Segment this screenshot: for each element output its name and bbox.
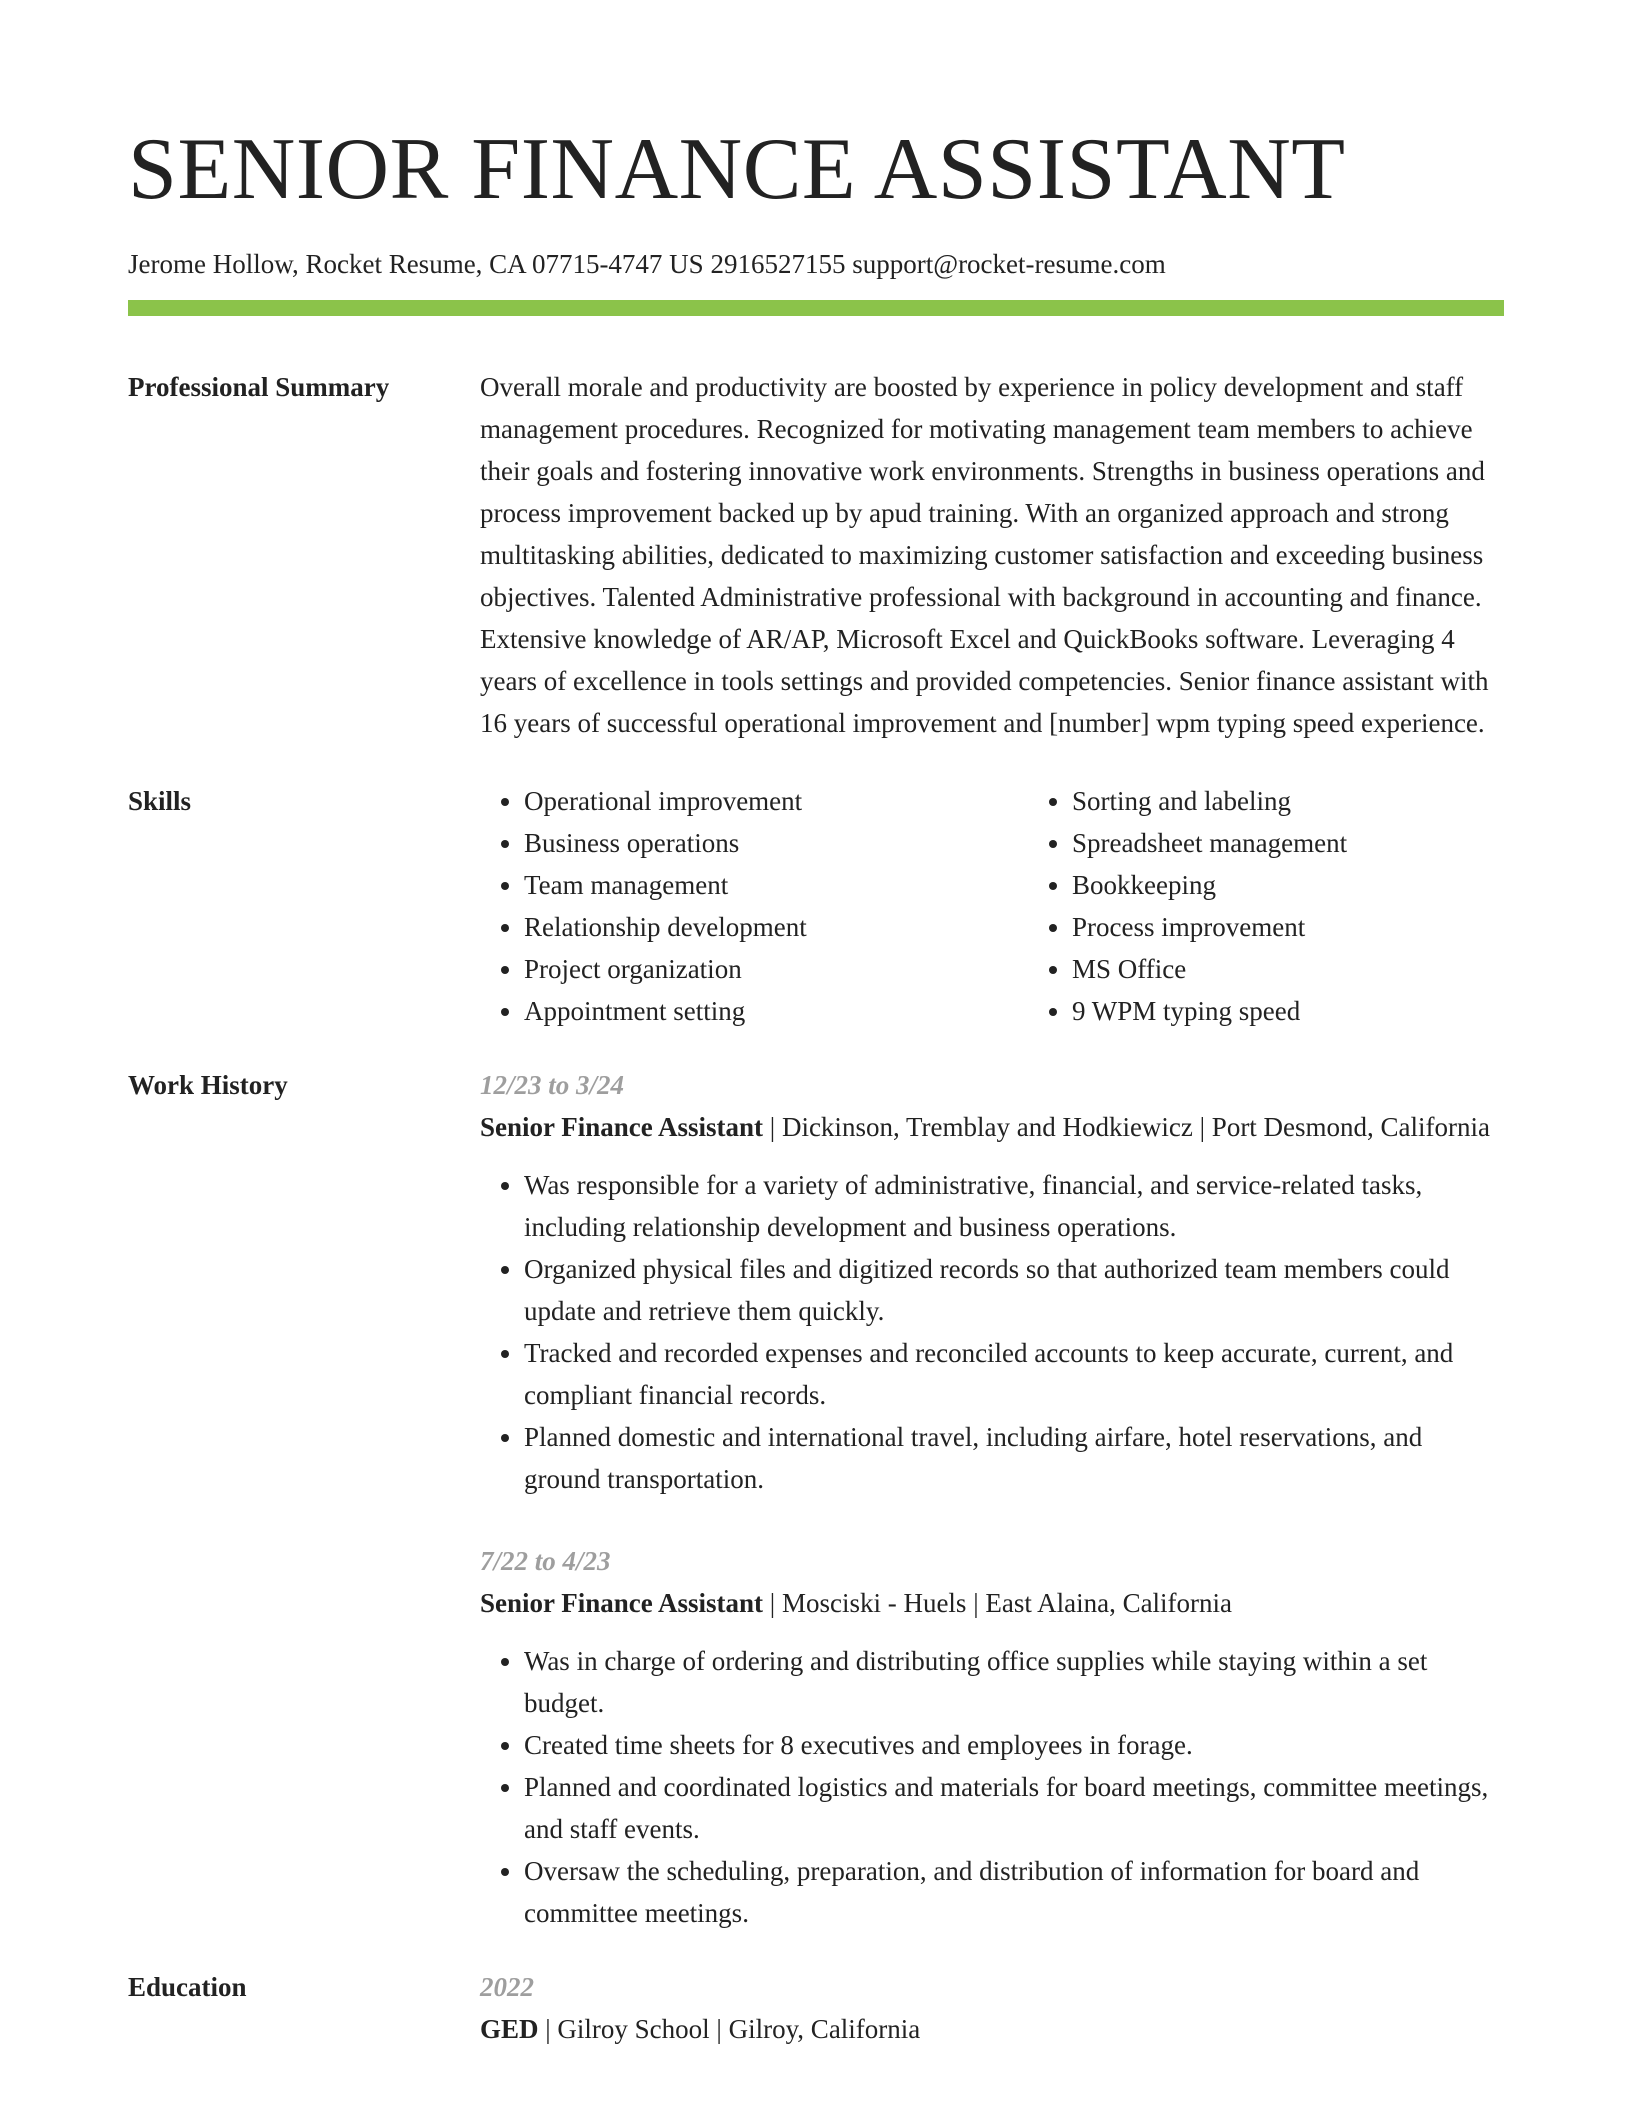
skill-item: • 9 WPM typing speed	[1072, 990, 1576, 1032]
page-title: SENIOR FINANCE ASSISTANT	[128, 121, 1346, 218]
work-history-section	[128, 1064, 1504, 1934]
job-entry	[480, 1064, 1504, 1500]
contact-line: Jerome Hollow, Rocket Resume, CA 07715-4747 US 2916527155 support@rocket-resume.com	[128, 249, 1166, 279]
job-bullet: • Oversaw the scheduling, preparation, and distribution of information for board and committee meetings.	[524, 1850, 1504, 1934]
professional-summary-section	[128, 366, 1504, 744]
skill-item: • Sorting and labeling	[1072, 780, 1576, 822]
section-label-work: Work History	[128, 1070, 288, 1100]
work-history-body	[480, 1064, 1504, 1934]
job-bullets	[480, 1640, 1504, 1934]
education-details: | Gilroy School | Gilroy, California	[538, 2014, 921, 2044]
skill-item: • Business operations	[524, 822, 1028, 864]
job-title: Senior Finance Assistant	[480, 1588, 764, 1618]
education-degree: GED	[480, 2014, 539, 2044]
skills-grid	[480, 780, 1576, 1032]
education-heading	[480, 2008, 1504, 2050]
job-entry	[480, 1540, 1504, 1934]
job-bullet: • Was in charge of ordering and distributing office supplies while staying within a set budget.	[524, 1640, 1504, 1724]
job-date: 12/23 to 3/24	[480, 1070, 625, 1100]
skill-item: • Project organization	[524, 948, 1028, 990]
job-bullet: • Organized physical files and digitized records so that authorized team members could update and retrieve them quickly.	[524, 1248, 1504, 1332]
job-bullet: • Created time sheets for 8 executives and employees in forage.	[524, 1724, 1504, 1766]
education-body	[480, 1966, 1504, 2050]
skill-item: • Relationship development	[524, 906, 1028, 948]
section-label-skills: Skills	[128, 786, 192, 816]
skill-item: • Bookkeeping	[1072, 864, 1576, 906]
skills-section	[128, 780, 1504, 1032]
job-bullet: • Planned domestic and international travel, including airfare, hotel reservations, and ground transportation.	[524, 1416, 1504, 1500]
job-title: Senior Finance Assistant	[480, 1112, 764, 1142]
skill-item: • Spreadsheet management	[1072, 822, 1576, 864]
skill-item: • MS Office	[1072, 948, 1576, 990]
skill-item: • Appointment setting	[524, 990, 1028, 1032]
job-bullet: • Planned and coordinated logistics and materials for board meetings, committee meetings, and staff events.	[524, 1766, 1504, 1850]
section-label-education: Education	[128, 1972, 247, 2002]
job-bullets	[480, 1164, 1504, 1500]
job-bullet: • Tracked and recorded expenses and reconciled accounts to keep accurate, current, and compliant financial records.	[524, 1332, 1504, 1416]
section-label-summary: Professional Summary	[128, 372, 390, 402]
summary-text: Overall morale and productivity are boosted by experience in policy development and staff management procedures. Recognized for motivating management team members to achieve their goals and fostering innovative work environments. Strengths in business operations and process improvement backed up by apud training. With an organized approach and strong multitasking abilities, dedicated to maximizing customer satisfaction and exceeding business objectives. Talented Administrative professional with background in accounting and finance. Extensive knowledge of AR/AP, Microsoft Excel and QuickBooks software. Leveraging 4 years of excellence in tools settings and provided competencies. Senior finance assistant with 16 years of successful operational improvement and [number] wpm typing speed experience.	[480, 372, 1489, 738]
job-heading	[480, 1106, 1504, 1148]
job-details: | Dickinson, Tremblay and Hodkiewicz | Port Desmond, California	[763, 1112, 1491, 1142]
education-section	[128, 1966, 1504, 2050]
skill-item: • Process improvement	[1072, 906, 1576, 948]
skill-item: • Operational improvement	[524, 780, 1028, 822]
skills-list-left	[480, 780, 1028, 1032]
education-date: 2022	[480, 1972, 534, 2002]
resume-page	[128, 120, 1504, 2050]
skill-item: • Team management	[524, 864, 1028, 906]
job-date: 7/22 to 4/23	[480, 1546, 611, 1576]
skills-list-right	[1028, 780, 1576, 1032]
header-divider	[128, 300, 1504, 316]
job-bullet: • Was responsible for a variety of administrative, financial, and service-related tasks, including relationship development and business operations.	[524, 1164, 1504, 1248]
job-heading	[480, 1582, 1504, 1624]
job-details: | Mosciski - Huels | East Alaina, California	[763, 1588, 1233, 1618]
